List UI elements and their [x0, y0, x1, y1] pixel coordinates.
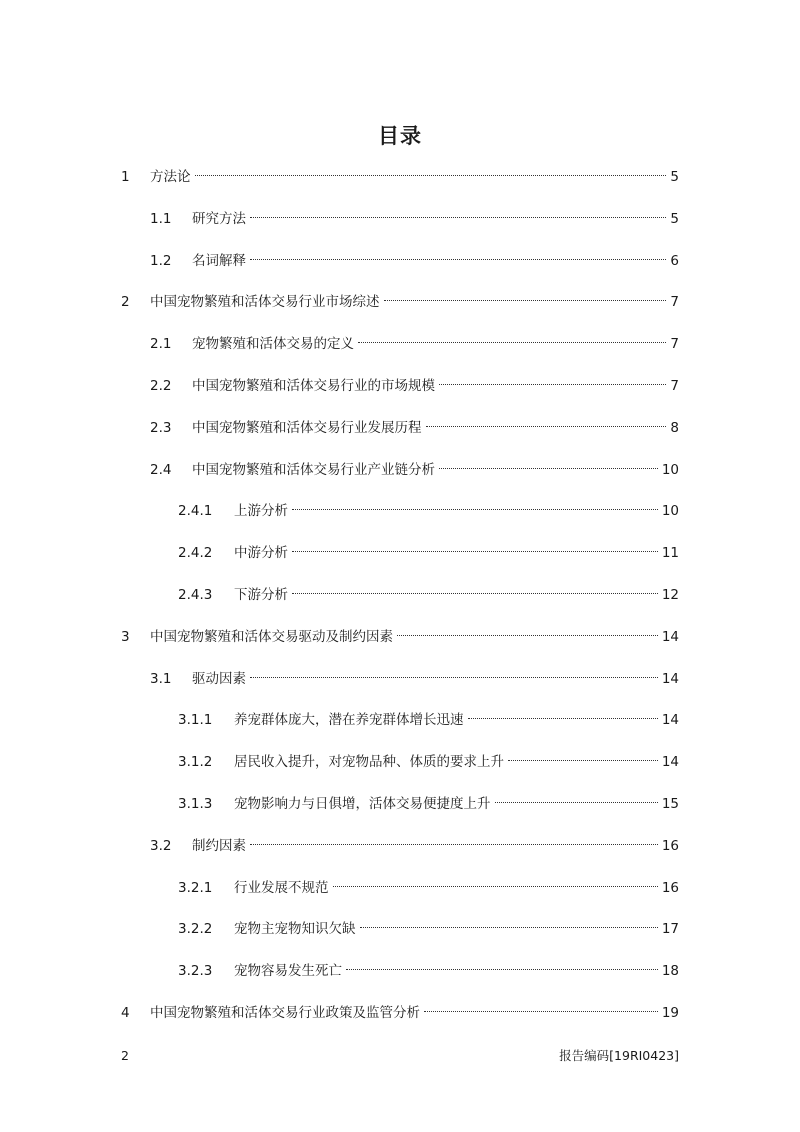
toc-entry-title: 名词解释: [192, 252, 246, 269]
toc-entry-number: 2.4: [150, 461, 172, 478]
toc-entry[interactable]: [0, 580, 800, 610]
toc-entry-page: 5: [670, 169, 679, 185]
toc-entry-line: [234, 747, 679, 777]
toc-entry-page: 17: [661, 921, 679, 938]
toc-entry-title: 下游分析: [234, 587, 288, 603]
page-footer: [121, 1046, 679, 1066]
toc-entry-number: 2.3: [150, 419, 172, 436]
toc-entry-page: 16: [661, 879, 679, 896]
toc-entry[interactable]: [0, 496, 800, 526]
toc-entry[interactable]: [0, 998, 800, 1028]
toc-entry-line: [150, 998, 679, 1028]
toc-entry-number: 3.1.1: [178, 712, 213, 729]
toc-entry-title: 中国宠物繁殖和活体交易行业市场综述: [150, 294, 380, 311]
toc-entry-page: 14: [661, 628, 679, 645]
toc-entry-page: 18: [661, 963, 679, 980]
toc-dot-leader: [195, 174, 667, 176]
toc-entry[interactable]: [0, 413, 800, 443]
toc-entry-title: 行业发展不规范: [234, 879, 329, 896]
toc-entry[interactable]: [0, 371, 800, 401]
toc-entry-title: 中游分析: [234, 545, 288, 562]
toc-entry-page: 14: [661, 754, 679, 771]
toc-dot-leader: [333, 885, 658, 887]
toc-entry-number: 3: [121, 628, 130, 645]
toc-entry-line: [192, 204, 679, 234]
toc-entry[interactable]: [0, 705, 800, 735]
toc-entry-number: 3.1: [150, 670, 172, 687]
toc-entry-number: 3.2: [150, 837, 172, 854]
toc-dot-leader: [250, 216, 666, 218]
toc-entry-title: 中国宠物繁殖和活体交易行业的市场规模: [192, 378, 435, 394]
toc-dot-leader: [250, 676, 658, 678]
toc-dot-leader: [397, 634, 658, 636]
toc-entry-page: 16: [661, 837, 679, 854]
toc-entry[interactable]: [0, 287, 800, 317]
toc-entry[interactable]: [0, 455, 800, 485]
toc-entry-title: 中国宠物繁殖和活体交易行业政策及监管分析: [150, 1005, 420, 1021]
toc-entry-line: [192, 664, 679, 694]
toc-entry-line: [150, 162, 679, 192]
toc-entry[interactable]: [0, 204, 800, 234]
toc-entry-page: 7: [670, 294, 679, 311]
toc-entry[interactable]: [0, 914, 800, 944]
toc-entry-number: 1.1: [150, 210, 172, 227]
toc-entry-page: 14: [661, 670, 679, 687]
toc-entry[interactable]: [0, 538, 800, 568]
toc-entry-number: 1.2: [150, 252, 172, 269]
toc-entry-number: 2.2: [150, 378, 172, 394]
toc-entry-title: 驱动因素: [192, 670, 246, 687]
toc-entry-page: 14: [661, 712, 679, 729]
toc-entry-line: [150, 622, 679, 652]
toc-entry[interactable]: [0, 664, 800, 694]
toc-entry-page: 15: [661, 796, 679, 812]
toc-entry-title: 宠物主宠物知识欠缺: [234, 921, 356, 938]
toc-entry[interactable]: [0, 246, 800, 276]
toc-dot-leader: [508, 759, 658, 761]
toc-dot-leader: [360, 926, 658, 928]
toc-dot-leader: [292, 508, 658, 510]
toc-entry-page: 10: [661, 503, 679, 520]
toc-entry-title: 中国宠物繁殖和活体交易行业发展历程: [192, 419, 422, 436]
toc-entry-number: 2.1: [150, 336, 172, 353]
toc-entry-page: 10: [661, 461, 679, 478]
toc-dot-leader: [358, 341, 666, 343]
toc-entry-number: 3.2.3: [178, 963, 213, 980]
toc-entry-line: [192, 329, 679, 359]
toc-entry-number: 3.1.3: [178, 796, 213, 812]
toc-entry-line: [192, 413, 679, 443]
toc-entry[interactable]: [0, 162, 800, 192]
toc-entry[interactable]: [0, 956, 800, 986]
toc-dot-leader: [439, 467, 658, 469]
toc-dot-leader: [384, 299, 667, 301]
toc-entry-page: 11: [661, 545, 679, 562]
toc-dot-leader: [292, 550, 658, 552]
toc-entry-page: 5: [670, 210, 679, 227]
toc-entry[interactable]: [0, 789, 800, 819]
toc-entry-page: 19: [661, 1005, 679, 1021]
toc-entry-line: [234, 580, 679, 610]
toc-entry-title: 养宠群体庞大，潜在养宠群体增长迅速: [234, 712, 464, 729]
toc-entry-line: [234, 538, 679, 568]
toc-entry-title: 居民收入提升，对宠物品种、体质的要求上升: [234, 754, 504, 771]
toc-entry-number: 2: [121, 294, 130, 311]
toc-entry-page: 8: [670, 419, 679, 436]
toc-entry-line: [234, 956, 679, 986]
toc-dot-leader: [292, 592, 658, 594]
toc-dot-leader: [424, 1010, 658, 1012]
toc-entry-line: [192, 831, 679, 861]
toc-entry-number: 2.4.1: [178, 503, 213, 520]
toc-entry[interactable]: [0, 329, 800, 359]
toc-entry-title: 中国宠物繁殖和活体交易行业产业链分析: [192, 461, 435, 478]
toc-entry-page: 7: [670, 378, 679, 394]
toc-dot-leader: [439, 383, 666, 385]
page-title: 目录: [378, 124, 422, 148]
toc-entry-line: [234, 873, 679, 903]
toc-dot-leader: [495, 801, 658, 803]
toc-entry-line: [150, 287, 679, 317]
toc-entry[interactable]: [0, 622, 800, 652]
toc-entry-number: 1: [121, 169, 130, 185]
toc-entry-line: [192, 455, 679, 485]
toc-dot-leader: [426, 425, 667, 427]
toc-entry-line: [234, 789, 679, 819]
toc-entry-title: 宠物繁殖和活体交易的定义: [192, 336, 354, 353]
toc-dot-leader: [250, 843, 658, 845]
toc-dot-leader: [468, 717, 658, 719]
toc-entry[interactable]: [0, 747, 800, 777]
toc-entry-number: 3.2.2: [178, 921, 213, 938]
toc-entry[interactable]: [0, 831, 800, 861]
toc-entry-line: [234, 496, 679, 526]
toc-entry-page: 6: [670, 252, 679, 269]
toc-entry-page: 12: [661, 587, 679, 603]
toc-entry-line: [192, 371, 679, 401]
footer-report-code: 报告编码[19RI0423]: [559, 1048, 679, 1063]
toc-entry-title: 方法论: [150, 169, 191, 185]
footer-page-number: 2: [121, 1048, 129, 1063]
toc-entry-line: [234, 705, 679, 735]
toc-entry-title: 研究方法: [192, 210, 246, 227]
toc-entry-line: [192, 246, 679, 276]
toc-dot-leader: [250, 258, 666, 260]
toc-entry-title: 中国宠物繁殖和活体交易驱动及制约因素: [150, 628, 393, 645]
toc-entry-title: 宠物影响力与日俱增，活体交易便捷度上升: [234, 796, 491, 812]
toc-entry[interactable]: [0, 873, 800, 903]
toc-entry-page: 7: [670, 336, 679, 353]
toc-entry-number: 2.4.2: [178, 545, 213, 562]
toc-entry-number: 4: [121, 1005, 130, 1021]
toc-entry-number: 3.1.2: [178, 754, 213, 771]
toc-entry-number: 2.4.3: [178, 587, 213, 603]
toc-entry-title: 上游分析: [234, 503, 288, 520]
toc-entry-title: 宠物容易发生死亡: [234, 963, 342, 980]
toc-entry-line: [234, 914, 679, 944]
toc-dot-leader: [346, 968, 658, 970]
toc-entry-number: 3.2.1: [178, 879, 213, 896]
toc-entry-title: 制约因素: [192, 837, 246, 854]
